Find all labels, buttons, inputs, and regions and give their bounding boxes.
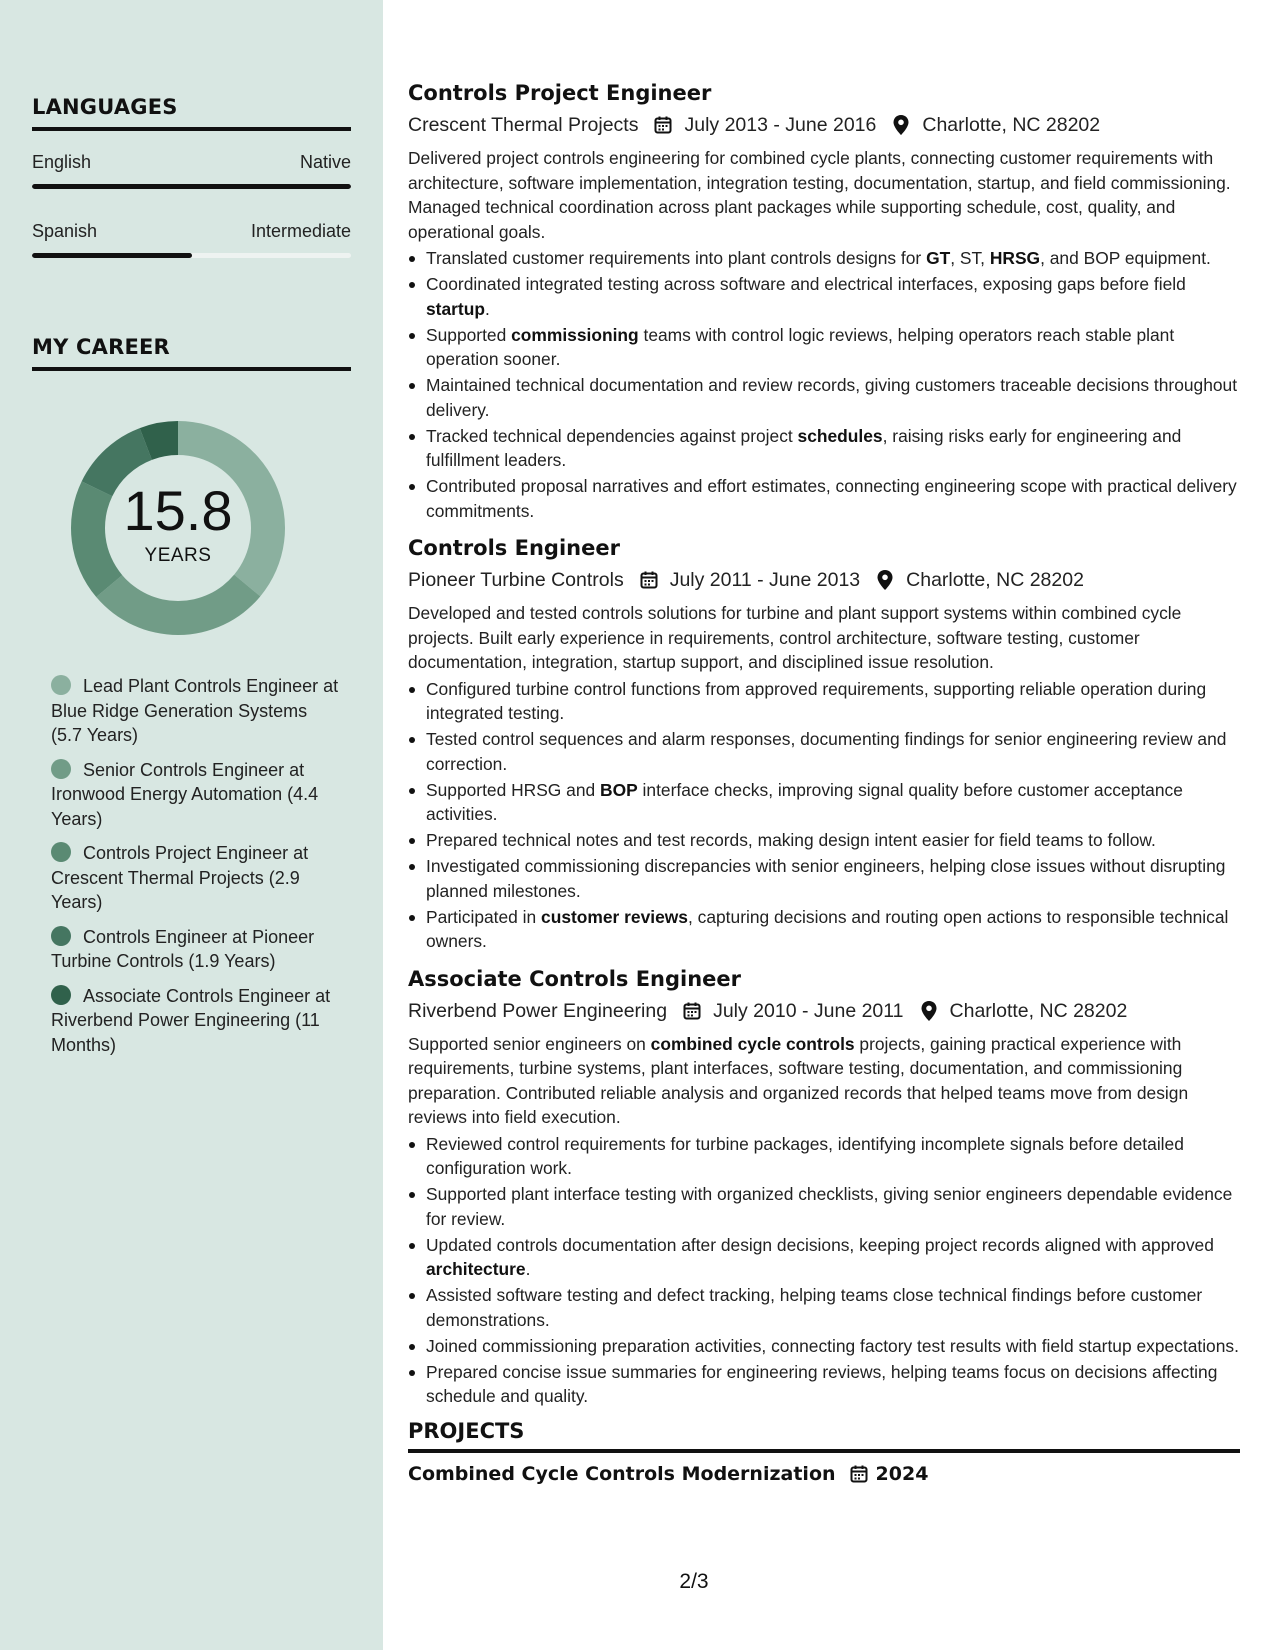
job-bullets (408, 677, 1240, 954)
job-bullet: Translated customer requirements into plant controls designs for GT, ST, HRSG, and BOP equipment. (408, 246, 1240, 271)
career-role-text: Associate Controls Engineer at Riverbend Power Engineering (11 Months) (51, 985, 331, 1055)
language-level: Native (299, 152, 351, 172)
career-legend (51, 674, 341, 1067)
career-legend-item (51, 674, 341, 748)
career-heading: MY CAREER (32, 335, 351, 371)
job-dates: July 2013 - June 2016 (684, 114, 877, 136)
career-role-text: Senior Controls Engineer at Ironwood Energy Automation (4.4 Years) (51, 759, 319, 829)
job-bullets (408, 1132, 1240, 1409)
career-total (64, 414, 292, 642)
experience-list (408, 78, 1240, 1409)
project-name: Combined Cycle Controls Modernization (408, 1462, 836, 1485)
job-bullet: Prepared concise issue summaries for engineering reviews, helping teams focus on decisions affecting schedule and quality. (408, 1360, 1240, 1409)
job-bullet: Supported commissioning teams with control logic reviews, helping operators reach stable plant operation sooner. (408, 323, 1240, 372)
career-total-value: 15.8 (123, 479, 233, 542)
career-legend-item (51, 925, 341, 974)
job-bullet: Updated controls documentation after design decisions, keeping project records aligned with approved architecture. (408, 1233, 1240, 1282)
map-pin-icon (918, 1000, 940, 1022)
job-title: Controls Engineer (408, 536, 620, 560)
job-bullet: Assisted software testing and defect tracking, helping teams close technical findings before customer demonstrations. (408, 1283, 1240, 1332)
job-bullet: Investigated commissioning discrepancies with senior engineers, helping close issues without disrupting planned milestones. (408, 854, 1240, 903)
career-total-unit: YEARS (144, 545, 212, 566)
calendar-icon (681, 1000, 703, 1022)
career-donut-chart (64, 414, 292, 642)
job-location: Charlotte, NC 28202 (922, 114, 1101, 136)
projects-heading: PROJECTS (408, 1419, 1240, 1453)
job-summary: Supported senior engineers on combined cycle controls projects, gaining practical experience with requirements, turbine systems, plant interfaces, software testing, documentation, and commissioning preparation. Contributed reliable analysis and organized records that helped teams move from design reviews into field execution. (408, 1033, 1189, 1127)
job-summary: Delivered project controls engineering for combined cycle plants, connecting customer requirements with architecture, software implementation, integration testing, documentation, startup, and field commissioning. Managed technical coordination across plant packages while supporting schedule, cost, quality, and operational goals. (408, 148, 1231, 242)
language-level-fill (32, 184, 351, 189)
job-bullet: Participated in customer reviews, capturing decisions and routing open actions to responsible technical owners. (408, 905, 1240, 954)
job-bullet: Tested control sequences and alarm responses, documenting findings for senior engineering review and correction. (408, 727, 1240, 776)
languages-heading: LANGUAGES (32, 95, 351, 131)
map-pin-icon (890, 114, 912, 136)
calendar-icon (638, 569, 660, 591)
job-entry (408, 78, 1240, 523)
career-legend-item (51, 758, 341, 832)
job-bullet: Contributed proposal narratives and effort estimates, connecting engineering scope with practical delivery commitments. (408, 474, 1240, 523)
language-row-spanish (32, 221, 351, 242)
job-bullet: Supported HRSG and BOP interface checks, improving signal quality before customer acceptance activities. (408, 778, 1240, 827)
language-name: Spanish (32, 221, 98, 241)
job-entry (408, 533, 1240, 954)
calendar-icon (848, 1463, 870, 1485)
experience-column (408, 78, 1240, 1485)
map-pin-icon (874, 569, 896, 591)
job-bullets (408, 246, 1240, 523)
job-dates: July 2011 - June 2013 (669, 569, 861, 591)
job-bullet: Joined commissioning preparation activities, connecting factory test results with field startup expectations. (408, 1334, 1240, 1359)
job-bullet: Configured turbine control functions from approved requirements, supporting reliable operation during integrated testing. (408, 677, 1240, 726)
job-bullet: Maintained technical documentation and review records, giving customers traceable decisions throughout delivery. (408, 373, 1240, 422)
project-item (408, 1463, 1240, 1485)
language-level-fill (32, 253, 192, 258)
sidebar (0, 0, 383, 1650)
legend-dot (51, 926, 71, 946)
job-summary: Developed and tested controls solutions for turbine and plant support systems within combined cycle projects. Built early experience in requirements, control architecture, software testing, customer documentation, integration, startup support, and disciplined issue resolution. (408, 603, 1182, 672)
legend-dot (51, 675, 71, 695)
job-title: Associate Controls Engineer (408, 966, 742, 991)
page-number: 2/3 (679, 1570, 709, 1593)
language-level: Intermediate (250, 221, 351, 241)
job-company: Crescent Thermal Projects (408, 114, 639, 136)
job-location: Charlotte, NC 28202 (949, 999, 1128, 1022)
job-meta (408, 110, 1240, 140)
job-bullet: Supported plant interface testing with organized checklists, giving senior engineers dependable evidence for review. (408, 1182, 1240, 1231)
legend-dot (51, 759, 71, 779)
job-bullet: Tracked technical dependencies against project schedules, raising risks early for engineering and fulfillment leaders. (408, 424, 1240, 473)
legend-dot (51, 842, 71, 862)
language-name: English (32, 152, 92, 172)
job-company: Pioneer Turbine Controls (408, 569, 624, 591)
job-meta (408, 996, 1240, 1026)
job-entry (408, 964, 1240, 1409)
job-bullet: Prepared technical notes and test records, making design intent easier for field teams to follow. (408, 828, 1240, 853)
legend-dot (51, 985, 71, 1005)
career-role-text: Lead Plant Controls Engineer at Blue Ridge Generation Systems (5.7 Years) (51, 676, 339, 745)
job-dates: July 2010 - June 2011 (713, 999, 904, 1022)
language-level-bar (32, 184, 351, 189)
job-bullet: Reviewed control requirements for turbine packages, identifying incomplete signals before detailed configuration work. (408, 1132, 1240, 1181)
project-year: 2024 (875, 1462, 929, 1485)
career-role-text: Controls Engineer at Pioneer Turbine Controls (1.9 Years) (51, 926, 315, 971)
career-role-text: Controls Project Engineer at Crescent Thermal Projects (2.9 Years) (51, 843, 309, 912)
job-location: Charlotte, NC 28202 (906, 569, 1084, 591)
career-legend-item (51, 841, 341, 915)
career-legend-item (51, 984, 341, 1058)
language-row-english (32, 152, 351, 173)
language-level-bar (32, 253, 351, 258)
calendar-icon (652, 114, 674, 136)
job-bullet: Coordinated integrated testing across software and electrical interfaces, exposing gaps before field startup. (408, 272, 1240, 321)
job-meta (408, 565, 1240, 595)
job-company: Riverbend Power Engineering (408, 999, 668, 1022)
job-title: Controls Project Engineer (408, 81, 712, 105)
